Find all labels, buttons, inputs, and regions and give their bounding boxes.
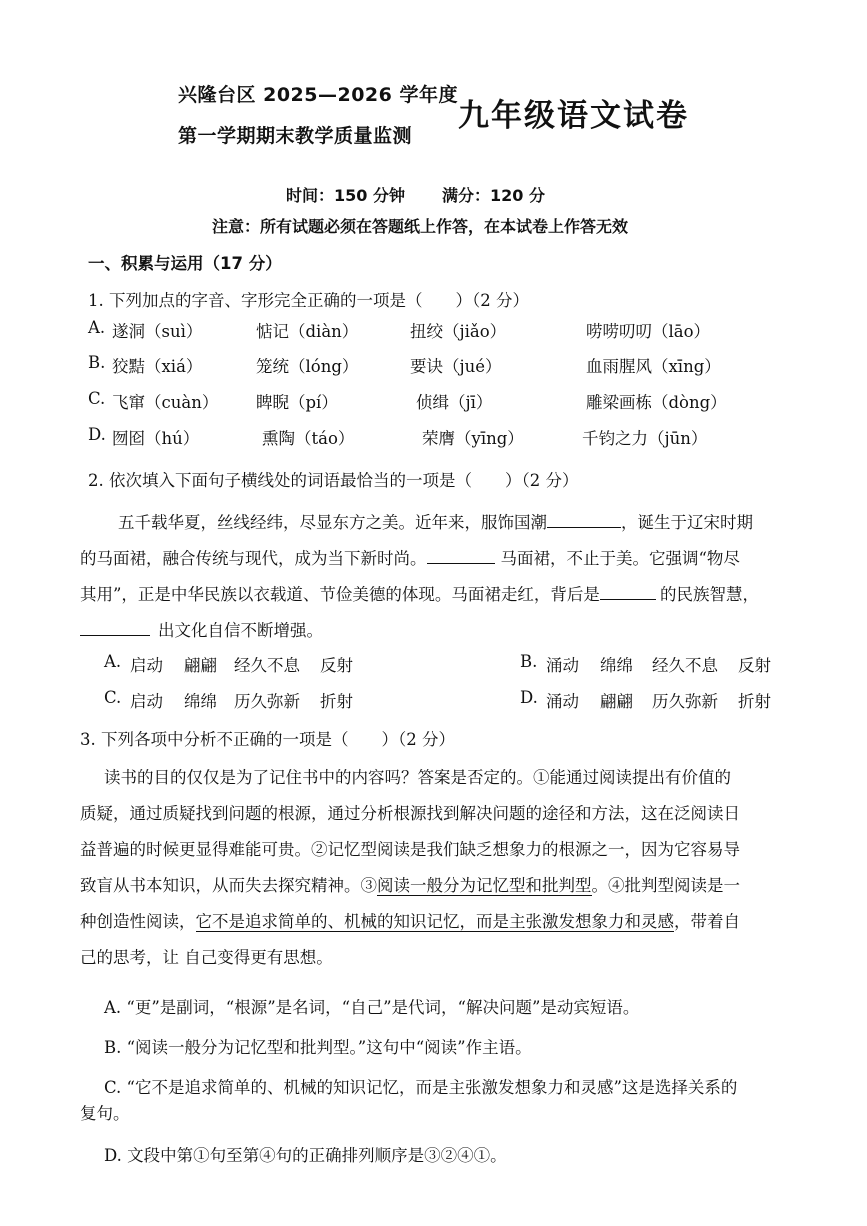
q3-stem: 3. 下列各项中分析不正确的一项是（ ）（2 分）	[80, 730, 455, 749]
time-limit: 时间：150 分钟	[286, 186, 405, 205]
option-item: 涌动	[546, 692, 579, 711]
option-item: 绵绵	[600, 656, 633, 675]
option-item: 笼统（lóng）	[256, 357, 359, 376]
exam-title: 九年级语文试卷	[458, 98, 689, 134]
option-label: A.	[104, 652, 122, 671]
option-item: 反射	[738, 656, 771, 675]
option-item: 历久弥新	[234, 692, 300, 711]
q3-passage-line2: 质疑，通过质疑找到问题的根源，通过分析根源找到解决问题的途径和方法，这在泛阅读日	[80, 804, 740, 823]
passage-text: 出文化自信不断增强。	[158, 621, 323, 640]
option-item: 血雨腥风（xīng）	[586, 357, 721, 376]
option-item: 雕梁画栋（dòng）	[586, 393, 727, 412]
option-item: 千钧之力（jūn）	[582, 429, 708, 448]
q2-stem: 2. 依次填入下面句子横线处的词语最恰当的一项是（ ）（2 分）	[88, 471, 579, 490]
option-item: 翩翩	[184, 656, 217, 675]
option-item: 经久不息	[652, 656, 718, 675]
q1-stem: 1. 下列加点的字音、字形完全正确的一项是（ ）（2 分）	[88, 291, 529, 310]
option-item: 折射	[738, 692, 771, 711]
option-item: 扭绞（jiǎo）	[410, 322, 507, 341]
option-item: 飞窜（cuàn）	[112, 393, 219, 412]
passage-text: 的民族智慧，	[659, 585, 759, 604]
option-label: B.	[88, 353, 106, 372]
passage-text: 五千载华夏，丝线经纬，尽显东方之美。近年来，服饰国潮	[118, 513, 547, 532]
option-item: 历久弥新	[652, 692, 718, 711]
q2-passage-line1	[118, 509, 753, 533]
q3-option-c-line2: 复句。	[80, 1104, 130, 1123]
passage-text: 种创造性阅读，	[80, 912, 196, 931]
option-item: 要诀（jué）	[410, 357, 502, 376]
option-item: 绵绵	[184, 692, 217, 711]
q3-option-d: D. 文段中第①句至第④句的正确排列顺序是③②④①。	[104, 1146, 507, 1165]
notice: 注意：所有试题必须在答题纸上作答，在本试卷上作答无效	[212, 217, 629, 236]
q2-passage-line2	[80, 545, 740, 569]
header-line1: 兴隆台区 2025—2026 学年度	[178, 84, 458, 106]
option-label: D.	[520, 688, 538, 707]
option-item: 折射	[320, 692, 353, 711]
option-label: A.	[88, 318, 106, 337]
option-item: 荣膺（yīng）	[422, 429, 524, 448]
option-item: 翩翩	[600, 692, 633, 711]
q3-option-c-line1: C. “它不是追求简单的、机械的知识记忆，而是主张激发想象力和灵感”这是选择关系的	[104, 1078, 738, 1097]
option-item: 唠唠叨叨（lāo）	[586, 322, 711, 341]
option-item: 熏陶（táo）	[262, 429, 355, 448]
passage-text: 。④批判型阅读是一	[591, 876, 740, 895]
q2-passage-line3	[80, 581, 759, 605]
passage-text: 致盲从书本知识，从而失去探究精神。③	[80, 876, 377, 895]
option-label: B.	[520, 652, 538, 671]
q3-passage-line5	[80, 908, 740, 932]
passage-text: ，带着自	[674, 912, 740, 931]
option-item: 狡黠（xiá）	[112, 357, 203, 376]
option-item: 侦缉（jī）	[416, 393, 493, 412]
underlined-sentence: 它不是追求简单的、机械的知识记忆，而是主张激发想象力和灵感	[195, 912, 674, 931]
option-label: C.	[88, 389, 106, 408]
q3-passage-line6: 己的思考，让 自己变得更有思想。	[80, 948, 333, 967]
full-score: 满分：120 分	[442, 186, 545, 205]
header-line2: 第一学期期末教学质量监测	[178, 125, 413, 147]
q3-passage-line3: 益普遍的时候更显得难能可贵。②记忆型阅读是我们缺乏想象力的根源之一，因为它容易导	[80, 840, 740, 859]
option-item: 囫囵（hú）	[112, 429, 200, 448]
underlined-sentence: 阅读一般分为记忆型和批判型	[377, 876, 592, 895]
option-item: 反射	[320, 656, 353, 675]
option-item: 睥睨（pí）	[256, 393, 338, 412]
passage-text: 的马面裙，融合传统与现代，成为当下新时尚。	[80, 549, 427, 568]
option-item: 惦记（diàn）	[256, 322, 359, 341]
option-item: 遂洞（suì）	[112, 322, 203, 341]
fill-blank	[547, 509, 621, 528]
q3-option-b: B. “阅读一般分为记忆型和批判型。”这句中“阅读”作主语。	[104, 1038, 532, 1057]
fill-blank	[427, 545, 495, 564]
option-item: 启动	[130, 692, 163, 711]
fill-blank	[80, 617, 150, 636]
passage-text: 其用”，正是中华民族以衣载道、节俭美德的体现。马面裙走红，背后是	[80, 585, 600, 604]
option-item: 经久不息	[234, 656, 300, 675]
q3-passage-line4	[80, 872, 740, 896]
option-label: D.	[88, 425, 106, 444]
fill-blank	[600, 581, 656, 600]
q3-option-a: A. “更”是副词，“根源”是名词，“自己”是代词，“解决问题”是动宾短语。	[104, 998, 640, 1017]
passage-text: ，诞生于辽宋时期	[621, 513, 753, 532]
passage-text: 马面裙，不止于美。它强调“物尽	[500, 549, 740, 568]
option-item: 启动	[130, 656, 163, 675]
option-item: 涌动	[546, 656, 579, 675]
section-title: 一、积累与运用（17 分）	[88, 254, 282, 273]
option-label: C.	[104, 688, 122, 707]
q3-passage-line1: 读书的目的仅仅是为了记住书中的内容吗？答案是否定的。①能通过阅读提出有价值的	[104, 768, 731, 787]
q2-passage-line4	[80, 617, 323, 641]
